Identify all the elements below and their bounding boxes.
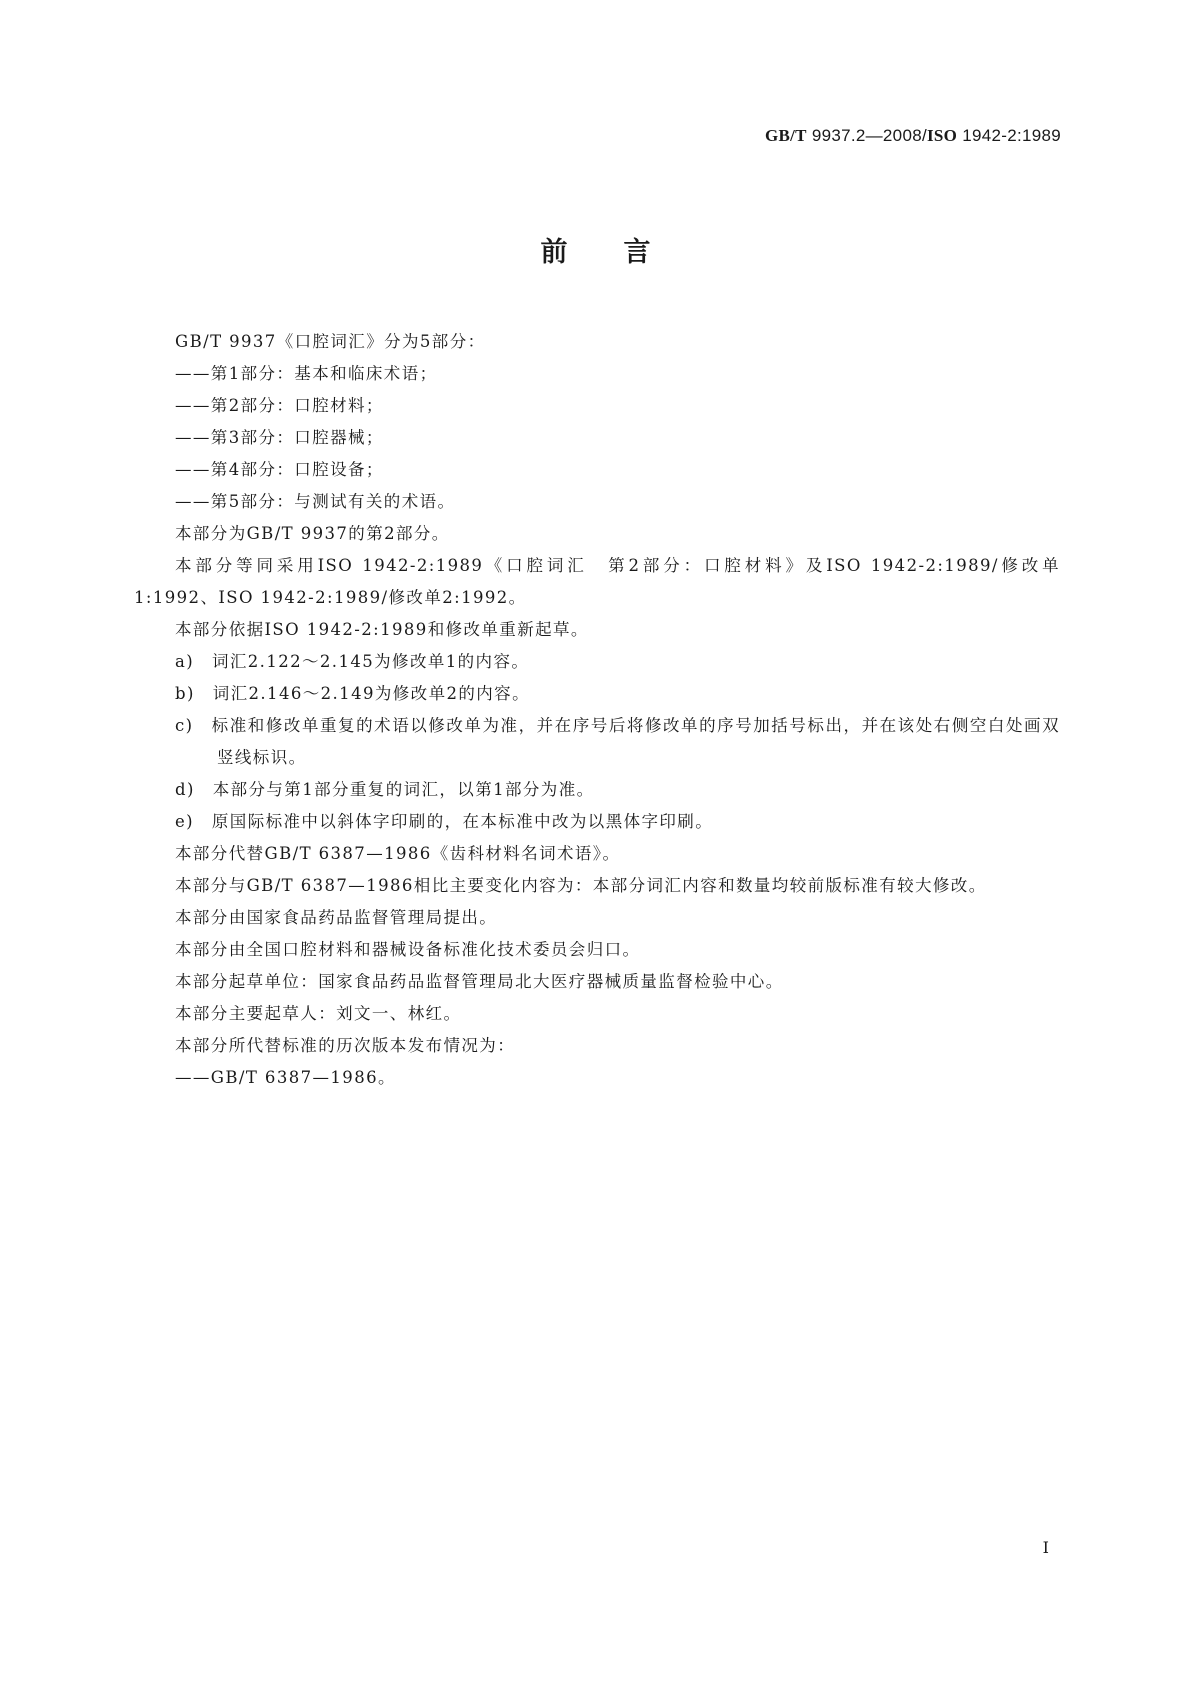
paragraph-previous-edition-item: ——GB/T 6387—1986。: [175, 1068, 396, 1087]
paragraph-drafting-unit: 本部分起草单位：国家食品药品监督管理局北大医疗器械质量监督检验中心。: [175, 972, 784, 991]
paragraph-drafters: 本部分主要起草人：刘文一、林红。: [175, 1004, 462, 1023]
list-item-e: e) 原国际标准中以斜体字印刷的，在本标准中改为以黑体字印刷。: [175, 812, 714, 831]
paragraph-replaces: 本部分代替GB/T 6387—1986《齿科材料名词术语》。: [175, 844, 621, 863]
standard-prefix: GB/T: [764, 126, 807, 145]
paragraph-adoption: 本部分等同采用ISO 1942-2:1989《口腔词汇 第2部分：口腔材料》及ISO 1942-2:1989/修改单1:1992、ISO 1942-2:1989/修改单2:1992。: [134, 556, 1060, 607]
paragraph-changes: 本部分与GB/T 6387—1986相比主要变化内容为：本部分词汇内容和数量均较前版标准有较大修改。: [175, 876, 987, 895]
paragraph-previous-editions: 本部分所代替标准的历次版本发布情况为：: [175, 1036, 516, 1055]
page-number: I: [1042, 1538, 1049, 1557]
page-title: 前言: [540, 237, 707, 268]
paragraph-redrafting: 本部分依据ISO 1942-2:1989和修改单重新起草。: [175, 620, 589, 639]
paragraph-part-3: ——第3部分：口腔器械；: [175, 428, 384, 447]
foreword-body: [134, 326, 1060, 1094]
list-item-a: a) 词汇2.122～2.145为修改单1的内容。: [175, 652, 530, 671]
iso-prefix: ISO: [926, 126, 958, 145]
standard-header: [765, 126, 1061, 146]
paragraph-centralized-by: 本部分由全国口腔材料和器械设备标准化技术委员会归口。: [175, 940, 641, 959]
paragraph-part-2: ——第2部分：口腔材料；: [175, 396, 384, 415]
standard-number: 9937.2—2008/: [806, 126, 927, 145]
paragraph-proposed-by: 本部分由国家食品药品监督管理局提出。: [175, 908, 498, 927]
paragraph-part-4: ——第4部分：口腔设备；: [175, 460, 384, 479]
list-item-b: b) 词汇2.146～2.149为修改单2的内容。: [175, 684, 530, 703]
paragraph-this-part: 本部分为GB/T 9937的第2部分。: [175, 524, 450, 543]
iso-number: 1942-2:1989: [957, 126, 1061, 145]
list-item-c: c) 标准和修改单重复的术语以修改单为准，并在序号后将修改单的序号加括号标出，并在该处右侧空白处画双竖线标识。: [175, 716, 1060, 767]
paragraph-part-1: ——第1部分：基本和临床术语；: [175, 364, 438, 383]
paragraph-part-5: ——第5部分：与测试有关的术语。: [175, 492, 456, 511]
list-item-d: d) 本部分与第1部分重复的词汇，以第1部分为准。: [175, 780, 595, 799]
paragraph-parts-intro: GB/T 9937《口腔词汇》分为5部分：: [175, 332, 486, 351]
